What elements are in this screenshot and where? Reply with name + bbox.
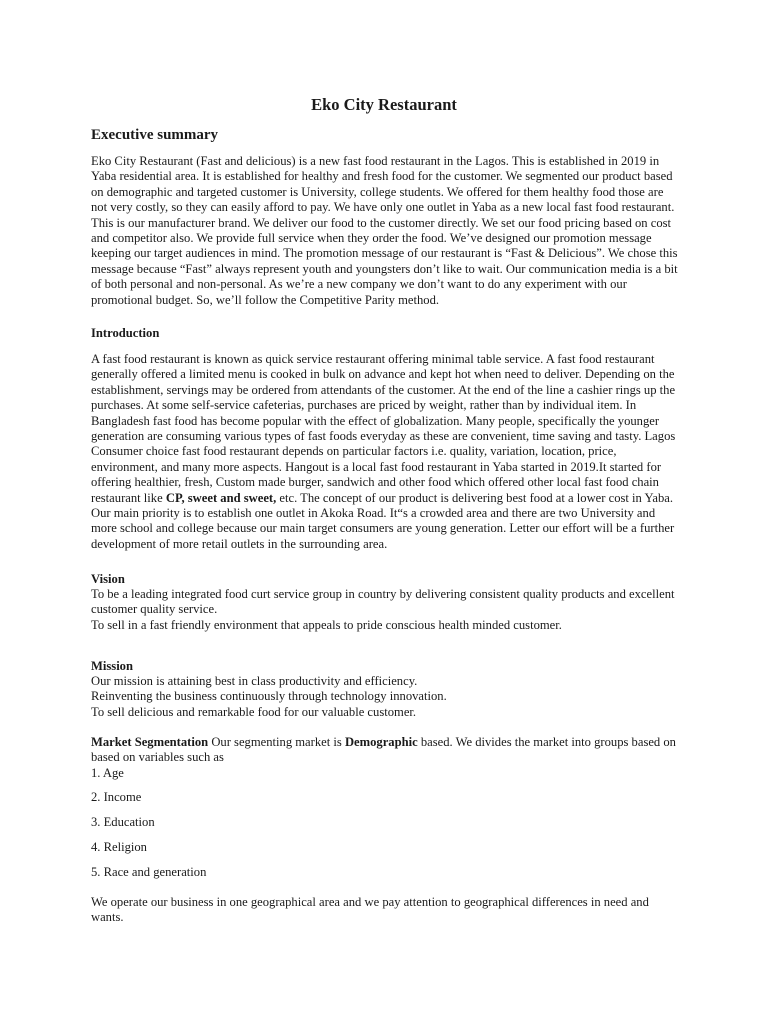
text-line: not very costly, so they can easily afford to pay. We have only one outlet in Yaba as a new local fast food restaurant. [91,200,675,215]
text-line: of both personal and non-personal. As we’re a new company we don’t want to do any experiment with our [91,277,627,292]
text-line: A fast food restaurant is known as quick service restaurant offering minimal table service. A fast food restaurant [91,352,655,366]
text-line: on demographic and targeted customer is University, college students. We offered for them healthy food those are [91,184,664,199]
text-line: development of more retail outlets in the surrounding area. [91,536,388,551]
market-segmentation-paragraph [91,735,676,781]
text-run: restaurant like [91,490,166,505]
mission-heading: Mission [91,659,133,673]
text-run: etc. The concept of our product is delivering best food at a lower cost in Yaba. [276,490,673,505]
vision-paragraph [91,587,675,633]
list-item: 4. Religion [91,840,147,854]
text-line: more school and college because our main target consumers are young generation. Letter our effort will be a further [91,521,675,536]
text-line: Reinventing the business continuously through technology innovation. [91,689,447,704]
text-line: To sell in a fast friendly environment that appeals to pride conscious health minded customer. [91,617,562,632]
executive-summary-paragraph [91,154,678,308]
text-line: environment, and many more aspects. Hangout is a local fast food restaurant in Yaba started in 2019.It started for [91,459,662,474]
vision-heading: Vision [91,572,125,586]
bold-text: Demographic [344,735,418,749]
text-line: generally offered a limited menu is cooked in bulk on advance and kept hot when need to deliver. Depending on the [91,367,675,382]
text-line: message because “Fast” always represent youth and youngsters don’t like to wait. Our communication media is a bit [91,261,678,276]
text-line: customer quality service. [91,602,218,617]
text-line: establishment, servings may be ordered from attendants of the customer. At the end of the line a cashier rings up the [91,382,676,397]
list-item: 3. Education [91,815,155,829]
bold-text: CP, sweet and sweet, [165,490,277,505]
text-line: To be a leading integrated food curt service group in country by delivering consistent quality products and excellent [91,587,675,601]
executive-summary-heading: Executive summary [91,127,219,143]
document-title: Eko City Restaurant [311,95,457,114]
text-line: keeping our target audiences in mind. The promotion message of our restaurant is “Fast & Delicious”. We chose this [91,246,678,261]
text-run: Our segmenting market is [208,735,345,749]
text-line: Yaba residential area. It is established for healthy and fresh food for the customer. We segmented our product based [91,169,673,184]
text-line: Bangladesh fast food has become popular with the effect of globalization. Many people, specifically the younger [91,413,660,428]
text-line: promotional budget. So, we’ll follow the Competitive Parity method. [91,292,440,307]
text-line: Consumer choice fast food restaurant depends on particular factors i.e. quality, variation, location, price, [91,444,617,459]
closing-paragraph [91,895,651,926]
text-line: Our main priority is to establish one outlet in Akoka Road. It“s a crowded area and there are two University and [91,506,656,521]
introduction-paragraph [91,352,676,552]
text-line-with-bold [91,735,676,750]
text-line: Our mission is attaining best in class productivity and efficiency. [91,674,418,688]
text-line: This is our manufacturer brand. We deliver our food to the customer directly. We set our food pricing based on cost [91,215,672,230]
text-line: and competitor also. We provide full service when they order the food. We’ve designed our promotion message [91,231,652,246]
list-item: 2. Income [91,790,142,804]
text-line-with-bold [91,490,673,506]
list-item: 5. Race and generation [91,865,207,879]
mission-paragraph [91,674,651,720]
text-line: purchases. At some self-service cafeterias, purchases are priced by weight, rather than by individual item. In [91,398,637,413]
text-line: generation are consuming various types of fast foods everyday as these are convenient, time saving and tasty. Lagos [91,429,676,444]
introduction-heading: Introduction [91,326,160,340]
list-item: 1. Age [91,765,124,780]
text-line: wants. [91,910,124,925]
market-segmentation-heading: Market Segmentation [91,735,209,749]
text-run: based. We divides the market into groups based on [417,735,676,749]
text-line: To sell delicious and remarkable food for our valuable customer. [91,704,417,719]
text-line: Eko City Restaurant (Fast and delicious) is a new fast food restaurant in the Lagos. This is established in 2019 in [91,154,660,168]
text-line: offering healthier, fresh, Custom made burger, sandwich and other food which offered other local fast food chain [91,475,659,490]
text-line: based on variables such as [91,750,224,765]
text-line: We operate our business in one geographical area and we pay attention to geographical differences in need and [91,895,649,909]
